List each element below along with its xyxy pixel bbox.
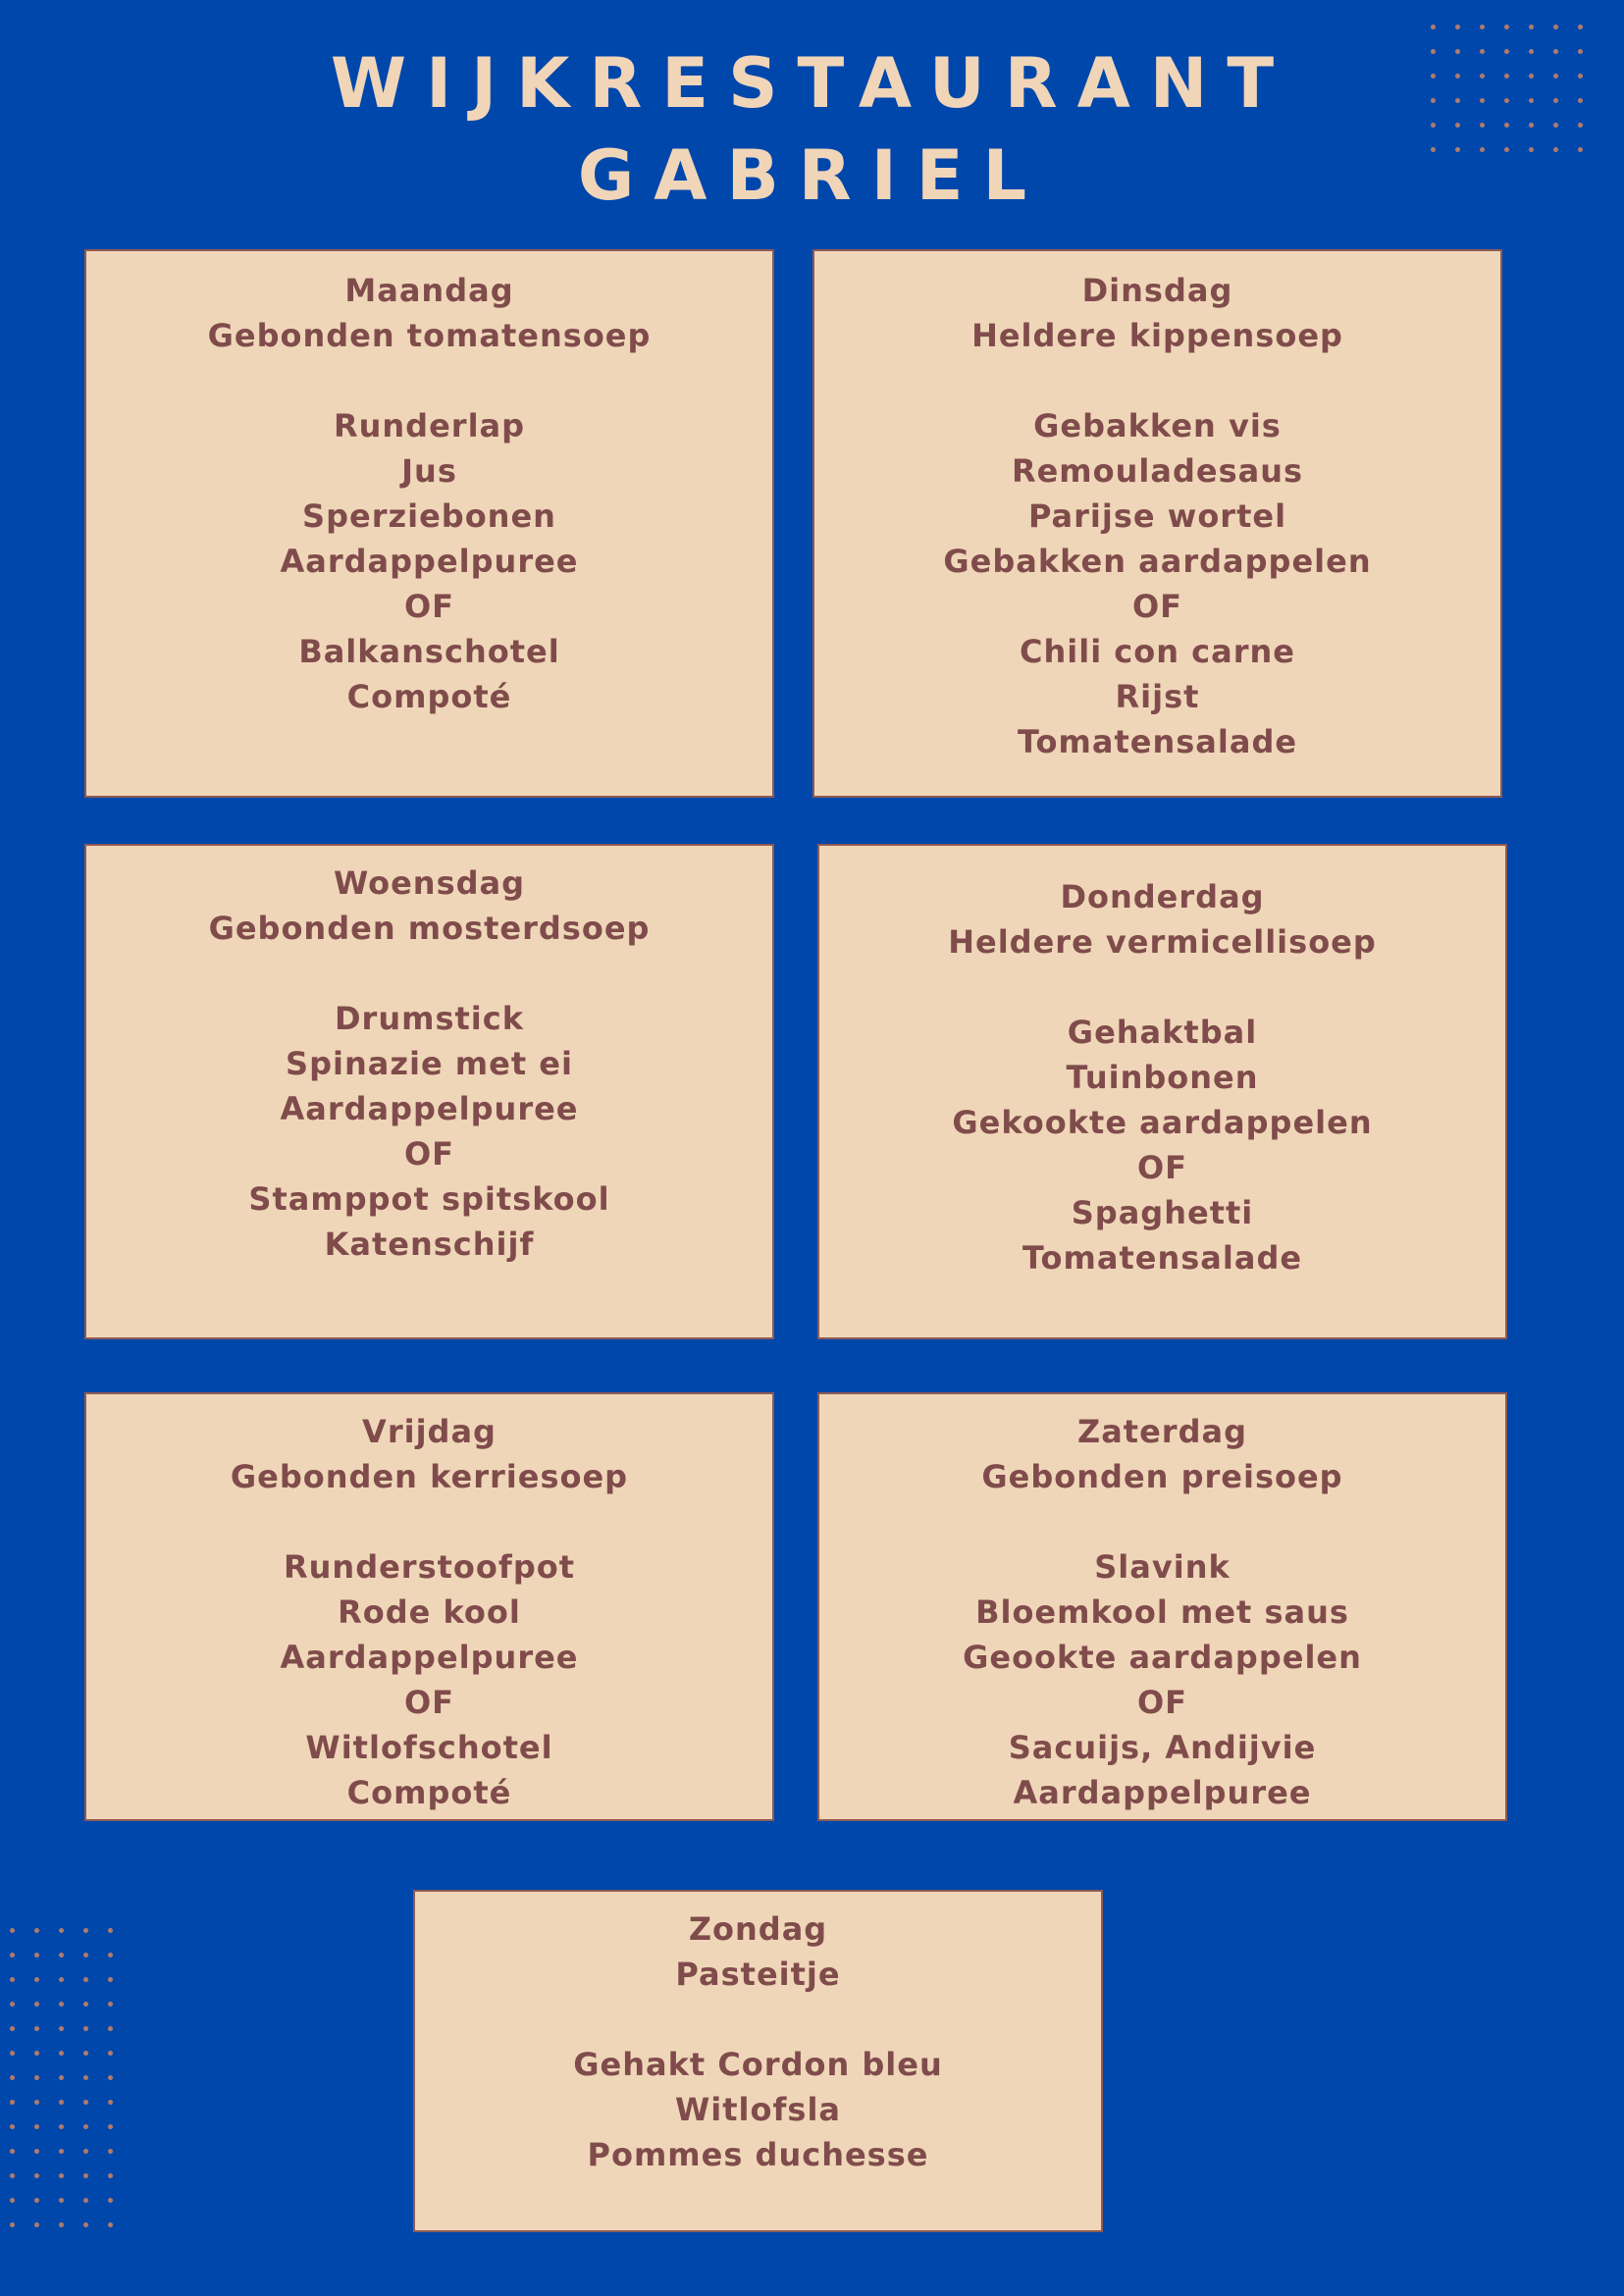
dish: Tomatensalade [1022, 1239, 1303, 1277]
dish: Tomatensalade [1017, 723, 1298, 760]
alternative-separator: OF [403, 1684, 455, 1721]
dish: Rode kool [338, 1593, 521, 1631]
dish: Bloemkool met saus [975, 1593, 1349, 1631]
dish: Aardappelpuree [280, 1090, 579, 1127]
dish: Gehakt Cordon bleu [573, 2046, 943, 2083]
dish: Spinazie met ei [286, 1045, 573, 1082]
dish: Gebakken vis [1033, 407, 1282, 444]
spacer [86, 358, 772, 403]
alternative-separator: OF [403, 1135, 455, 1173]
menu-card-zondag [413, 1890, 1103, 2232]
spacer [86, 951, 772, 996]
dish: Rijst [1115, 678, 1200, 715]
soup: Pasteitje [675, 1956, 841, 1993]
soup: Heldere kippensoep [971, 317, 1343, 354]
title-line-1: WIJKRESTAURANT [330, 43, 1294, 124]
title-line-2: GABRIEL [577, 135, 1047, 216]
dish: Aardappelpuree [280, 1639, 579, 1676]
spacer [415, 1997, 1101, 2042]
dish: Katenschijf [324, 1226, 535, 1263]
menu-card-donderdag [817, 844, 1507, 1339]
dish: Sacuijs, Andijvie [1008, 1729, 1317, 1766]
dish: Runderstoofpot [283, 1548, 575, 1586]
dish: Gebakken aardappelen [943, 543, 1372, 580]
dish: Pommes duchesse [587, 2136, 929, 2173]
dish: Gehaktbal [1067, 1014, 1258, 1051]
menu-card-vrijdag [84, 1392, 774, 1821]
menu-card-woensdag [84, 844, 774, 1339]
dish: Geookte aardappelen [963, 1639, 1362, 1676]
dish: Witlofsla [674, 2091, 842, 2128]
spacer [86, 1499, 772, 1544]
dish: Slavink [1094, 1548, 1231, 1586]
day-name: Donderdag [1060, 878, 1265, 915]
dish: Tuinbonen [1066, 1059, 1259, 1096]
dish: Balkanschotel [298, 633, 560, 670]
soup: Heldere vermicellisoep [948, 923, 1377, 961]
spacer [819, 1499, 1505, 1544]
menu-card-maandag [84, 249, 774, 798]
dish: Aardappelpuree [280, 543, 579, 580]
alternative-separator: OF [1136, 1149, 1188, 1186]
alternative-separator: OF [1131, 588, 1183, 625]
dish: Jus [401, 452, 457, 490]
page-title [0, 37, 1624, 222]
day-name: Woensdag [333, 864, 526, 902]
dish: Compoté [346, 678, 512, 715]
dish: Remouladesaus [1011, 452, 1304, 490]
dish: Witlofschotel [305, 1729, 553, 1766]
dish: Chili con carne [1019, 633, 1295, 670]
dish: Drumstick [334, 1000, 525, 1037]
day-name: Dinsdag [1081, 272, 1233, 309]
spacer [819, 965, 1505, 1010]
day-name: Maandag [344, 272, 514, 309]
spacer [814, 358, 1500, 403]
alternative-separator: OF [1136, 1684, 1188, 1721]
dot-pattern-bottom-left [0, 1918, 123, 2237]
dish: Sperziebonen [302, 497, 556, 535]
dish: Runderlap [333, 407, 526, 444]
alternative-separator: OF [403, 588, 455, 625]
soup: Gebonden tomatensoep [207, 317, 652, 354]
dish: Compoté [346, 1774, 512, 1811]
dish: Gekookte aardappelen [952, 1104, 1373, 1141]
day-name: Zaterdag [1077, 1413, 1247, 1450]
dish: Stamppot spitskool [248, 1180, 610, 1218]
day-name: Vrijdag [362, 1413, 497, 1450]
day-name: Zondag [688, 1910, 828, 1948]
soup: Gebonden kerriesoep [230, 1458, 629, 1495]
soup: Gebonden preisoep [981, 1458, 1343, 1495]
dish: Parijse wortel [1027, 497, 1287, 535]
soup: Gebonden mosterdsoep [208, 910, 651, 947]
menu-card-dinsdag [812, 249, 1502, 798]
dish: Spaghetti [1071, 1194, 1254, 1231]
dish: Aardappelpuree [1013, 1774, 1312, 1811]
menu-card-zaterdag [817, 1392, 1507, 1821]
